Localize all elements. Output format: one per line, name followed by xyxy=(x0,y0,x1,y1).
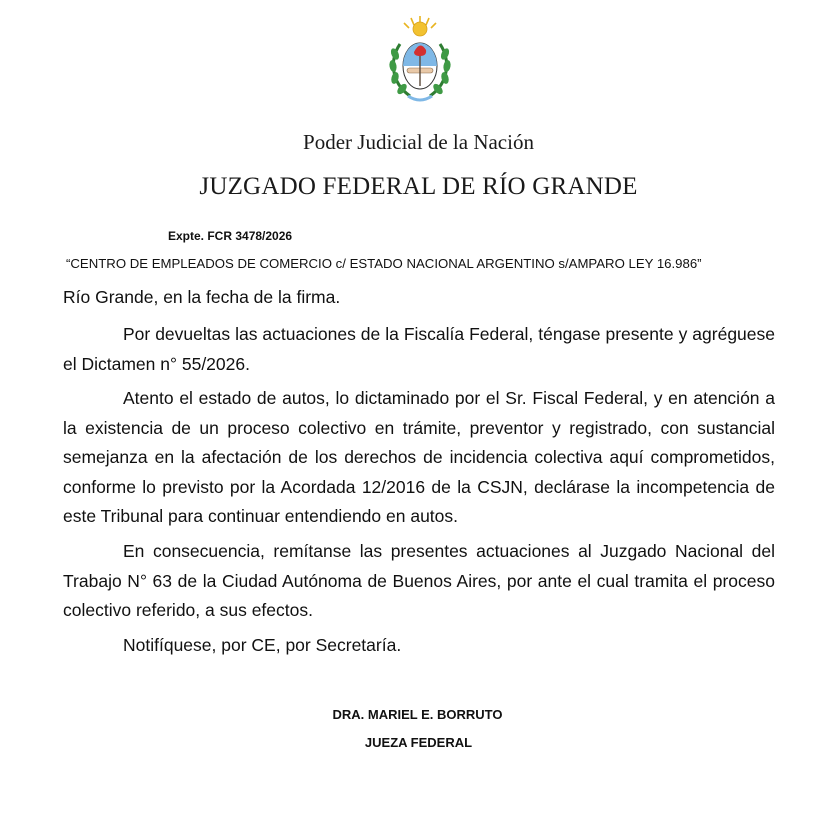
institution-heading: Poder Judicial de la Nación xyxy=(303,130,534,154)
court-heading: JUZGADO FEDERAL DE RÍO GRANDE xyxy=(199,173,638,200)
signatory-title: JUEZA FEDERAL xyxy=(364,735,473,750)
paragraph-notificacion: Notifíquese, por CE, por Secretaría. xyxy=(123,635,402,655)
coat-of-arms-icon xyxy=(386,14,454,106)
file-number: Expte. FCR 3478/2026 xyxy=(168,229,293,243)
signatory-name: DRA. MARIEL E. BORRUTO xyxy=(332,707,503,722)
paragraph-remision: En consecuencia, remítanse las presentes actuaciones al Juzgado Nacional del Trabajo N° 63 de la Ciudad Autónoma de Buenos Aires, por ante el cual tramita el proceso colectivo referido, a sus efectos. xyxy=(63,541,775,621)
case-caption: “CENTRO DE EMPLEADOS DE COMERCIO c/ ESTADO NACIONAL ARGENTINO s/AMPARO LEY 16.986” xyxy=(66,256,702,271)
place-date-line: Río Grande, en la fecha de la firma. xyxy=(63,287,341,307)
paragraph-dictamen: Por devueltas las actuaciones de la Fiscalía Federal, téngase presente y agréguese el Dictamen n° 55/2026. xyxy=(63,324,775,374)
paragraph-incompetencia: Atento el estado de autos, lo dictaminado por el Sr. Fiscal Federal, y en atención a la existencia de un proceso colectivo en trámite, preventor y registrado, con sustancial semejanza en la afectación de los derechos de incidencia colectiva aquí comprometidos, conforme lo previsto por la Acordada 12/2016 de la CSJN, declárase la incompetencia de este Tribunal para continuar entendiendo en autos. xyxy=(63,388,775,527)
